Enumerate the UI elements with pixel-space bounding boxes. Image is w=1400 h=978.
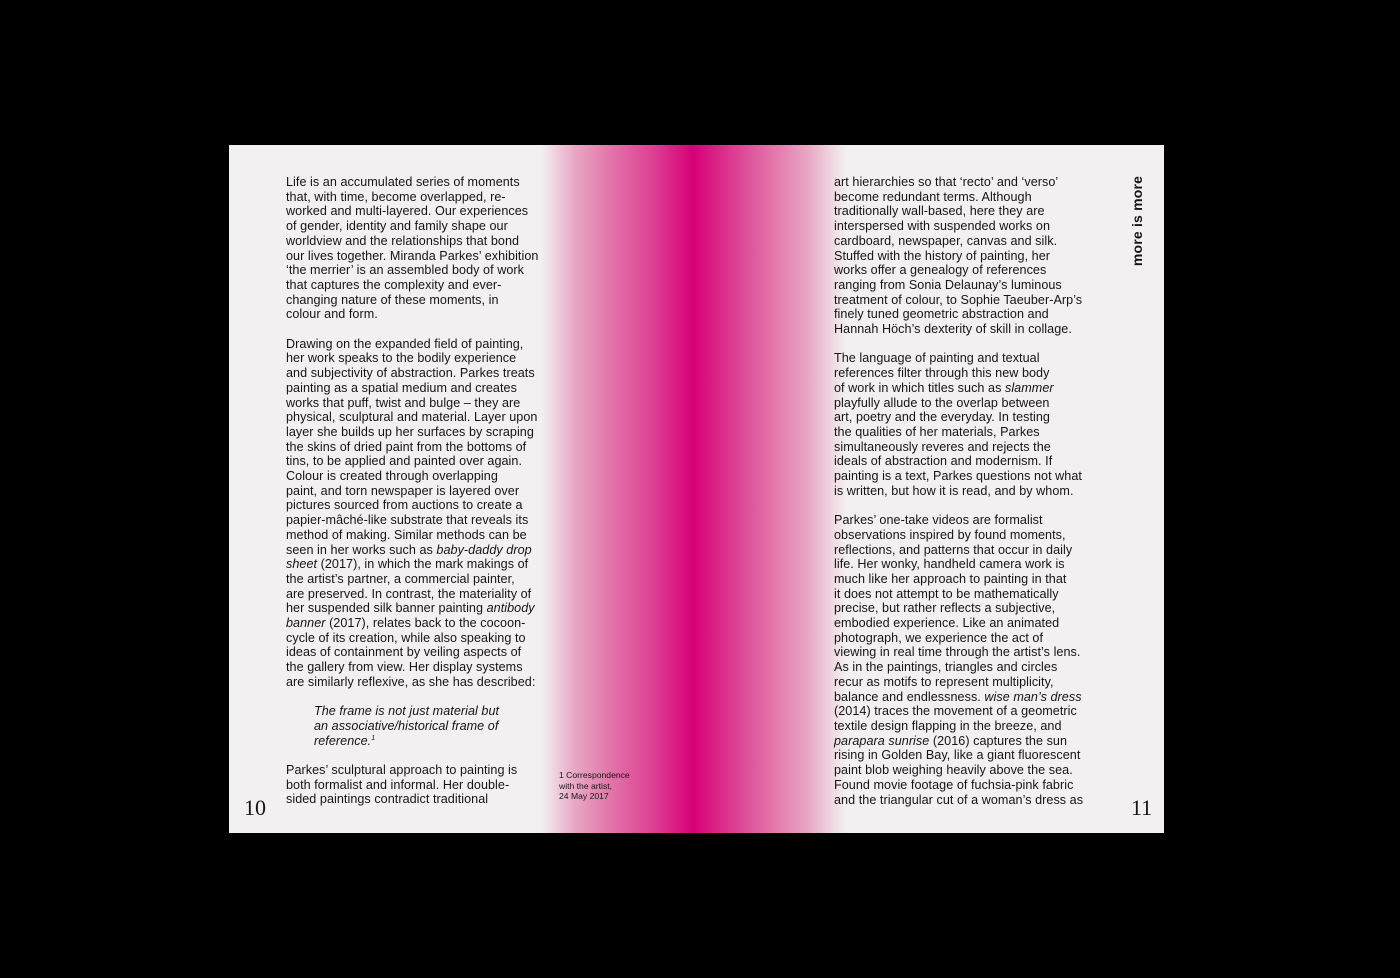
text-line [834,734,1109,749]
text-fragment: seen in her works such as [286,542,437,557]
text-line: works offer a genealogy of references [834,263,1047,278]
text-line: Parkes’ sculptural approach to painting is [286,763,518,778]
text-line: art hierarchies so that ‘recto’ and ‘verso’ [834,175,1059,189]
page-number-right: 11 [1131,795,1153,820]
text-line: painting is a text, Parkes questions not what [834,469,1082,484]
text-line: observations inspired by found moments, [834,527,1066,542]
footnote [559,770,630,802]
text-line: paint, and torn newspaper is layered over [286,483,520,498]
text-line: that, with time, become overlapped, re- [286,189,506,204]
text-line: painting as a spatial medium and creates [286,380,517,395]
text-line: are preserved. In contrast, the materiality of [286,586,532,601]
right-page-text [834,175,1109,822]
footnote-number: 1 [559,770,564,780]
text-fragment: (2017), relates back to the cocoon- [325,616,526,631]
text-line: references filter through this new body [834,366,1050,381]
text-line: and subjectivity of abstraction. Parkes treats [286,366,535,381]
paragraph-intro [286,175,561,322]
text-line [286,557,561,572]
text-line: interspersed with suspended works on [834,219,1051,234]
text-line: recur as motifs to represent multiplicity, [834,674,1054,689]
footnote-line [559,770,630,781]
text-line: playfully allude to the overlap between [834,395,1050,410]
text-line: changing nature of these moments, in [286,292,499,307]
text-line [286,543,561,558]
brand-wordmark [1126,175,1148,267]
page-number-left: 10 [244,795,266,820]
text-line: the artist’s partner, a commercial painter, [286,571,515,586]
text-line: our lives together. Miranda Parkes’ exhibition [286,248,539,263]
left-page-text [286,175,561,822]
text-line: ideas of containment by veiling aspects of [286,645,522,660]
footnote-text: Correspondence [566,770,630,780]
text-line: Stuffed with the history of painting, her [834,248,1051,263]
text-line: rising in Golden Bay, like a giant fluorescent [834,748,1081,763]
text-line: reflections, and patterns that occur in daily [834,542,1073,557]
footnote-marker: 1 [371,734,376,742]
artwork-title: sheet [286,557,318,572]
text-line: the gallery from view. Her display systems [286,660,523,675]
text-line: that captures the complexity and ever- [286,277,502,292]
text-line: life. Her wonky, handheld camera work is [834,557,1065,572]
text-line [834,381,1109,396]
text-line: Colour is created through overlapping [286,469,498,484]
quote-fragment: reference. [314,733,372,748]
text-line: traditionally wall-based, here they are [834,204,1045,219]
text-line: finely tuned geometric abstraction and [834,307,1049,322]
text-line: cycle of its creation, while also speaking to [286,630,526,645]
quote-line: an associative/historical frame of [314,718,499,733]
text-line: The language of painting and textual [834,351,1040,366]
quote-line [314,734,561,749]
paragraph-drawing [286,337,561,690]
text-line: precise, but rather reflects a subjective, [834,601,1056,616]
text-line: treatment of colour, to Sophie Taeuber-Arp’s [834,292,1083,307]
text-line: much like her approach to painting in that [834,571,1067,586]
artwork-title: baby-daddy drop [436,542,532,557]
text-line: both formalist and informal. Her double- [286,777,510,792]
text-line: viewing in real time through the artist’s lens. [834,645,1081,660]
text-line: tins, to be applied and painted over again. [286,454,523,469]
text-line: become redundant terms. Although [834,189,1032,204]
text-line: art, poetry and the everyday. In testing [834,410,1050,425]
text-line: works that puff, twist and bulge – they are [286,395,521,410]
artwork-title: antibody [486,601,535,616]
text-line: physical, sculptural and material. Layer upon [286,410,538,425]
text-line: sided paintings contradict traditional [286,792,489,807]
text-line: layer she builds up her surfaces by scraping [286,424,534,439]
text-line: (2014) traces the movement of a geometric [834,704,1077,719]
brand-text: more is more [1129,175,1145,267]
quote-line: The frame is not just material but [314,704,500,719]
artwork-title: wise man’s dress [984,689,1082,704]
footnote-line: with the artist, [559,780,613,791]
text-line: ‘the merrier’ is an assembled body of work [286,263,524,278]
text-line: papier-mâché-like substrate that reveals its [286,513,529,528]
paragraph-sculptural [286,763,561,807]
text-line: Drawing on the expanded field of painting, [286,336,524,351]
text-line: her work speaks to the bodily experience [286,351,517,366]
artwork-title: banner [286,616,326,631]
block-quote [314,704,561,748]
text-line: the skins of dried paint from the bottoms of [286,439,527,454]
text-line: method of making. Similar methods can be [286,527,527,542]
text-line: paint blob weighing heavily above the sea. [834,763,1073,778]
text-line [286,601,561,616]
text-line [834,690,1109,705]
paragraph-videos [834,513,1109,807]
artwork-title: parapara sunrise [834,733,930,748]
text-line: Parkes’ one-take videos are formalist [834,513,1043,528]
text-line: textile design flapping in the breeze, and [834,718,1062,733]
paragraph-hierarchies [834,175,1109,337]
text-line: the qualities of her materials, Parkes [834,424,1040,439]
text-line: Found movie footage of fuchsia-pink fabric [834,777,1074,792]
text-line: pictures sourced from auctions to create a [286,498,523,513]
text-line: ranging from Sonia Delaunay’s luminous [834,277,1062,292]
text-line: is written, but how it is read, and by whom. [834,483,1074,498]
text-line: Life is an accumulated series of moments [286,175,520,189]
text-line: it does not attempt to be mathematically [834,586,1059,601]
text-line: colour and form. [286,307,378,322]
text-line: Hannah Höch’s dexterity of skill in collage. [834,322,1072,337]
text-fragment: (2017), in which the mark makings of [317,557,529,572]
text-fragment: of work in which titles such as [834,380,1005,395]
text-line: of gender, identity and family shape our [286,219,508,234]
text-fragment: balance and endlessness. [834,689,985,704]
text-line: As in the paintings, triangles and circles [834,660,1058,675]
text-line: and the triangular cut of a woman’s dress as [834,792,1084,807]
text-line: are similarly reflexive, as she has described: [286,674,536,689]
text-line: simultaneously reveres and rejects the [834,439,1051,454]
text-fragment: her suspended silk banner painting [286,601,487,616]
paragraph-language [834,351,1109,498]
text-line: ideals of abstraction and modernism. If [834,454,1053,469]
text-line: worldview and the relationships that bond [286,233,520,248]
book-spread [229,145,1164,833]
artwork-title: slammer [1004,380,1054,395]
text-line: embodied experience. Like an animated [834,616,1060,631]
text-line: photograph, we experience the act of [834,630,1044,645]
footnote-line: 24 May 2017 [559,791,609,802]
text-line: cardboard, newspaper, canvas and silk. [834,233,1058,248]
text-line [286,616,561,631]
text-fragment: (2016) captures the sun [929,733,1068,748]
text-line: worked and multi-layered. Our experiences [286,204,529,219]
